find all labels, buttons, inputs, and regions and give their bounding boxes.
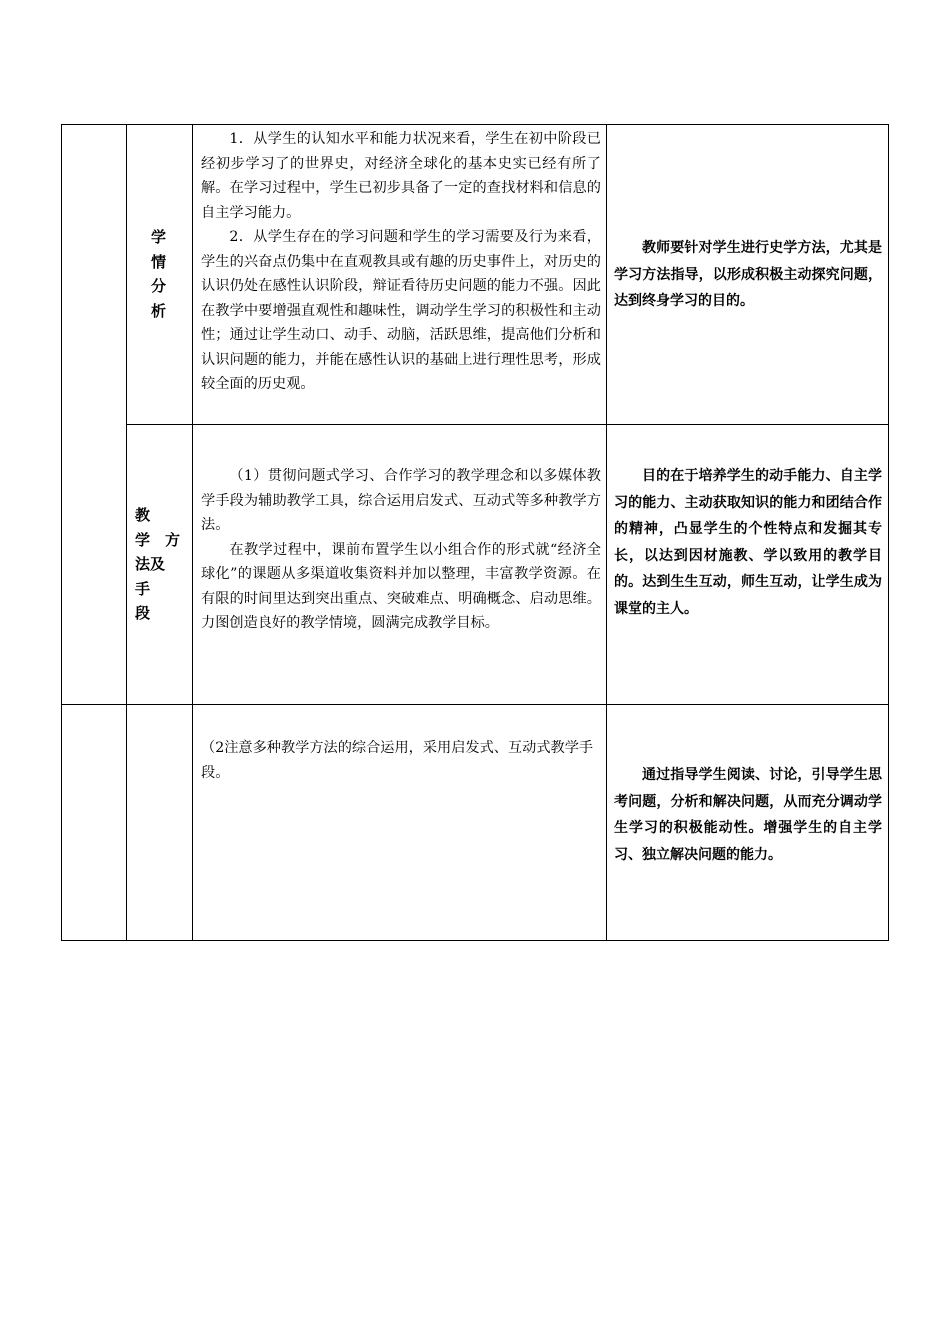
teaching-methods-content <box>201 464 601 636</box>
teaching-methods-note: 目的在于培养学生的动手能力、自主学习的能力、主动获取知识的能力和团结合作的精神，凸显学生的个性特点和发掘其专长，以达到因材施教、学以致用的教学目的。达到生生互动，师生互动，让学生成为课堂的主人。 <box>614 468 882 617</box>
row-divider-1 <box>126 424 889 425</box>
table-border-left <box>61 124 62 941</box>
lesson-plan-table <box>61 124 889 941</box>
column-divider-2 <box>192 124 193 941</box>
table-border-top <box>61 124 889 125</box>
method-combination-note: 通过指导学生阅读、讨论，引导学生思考问题，分析和解决问题，从而充分调动学生学习的积极能动性。增强学生的自主学习、独立解决问题的能力。 <box>614 767 882 863</box>
row-label-teaching-methods: 教 学 方 法及 手 段 <box>135 506 181 622</box>
table-border-right <box>888 124 889 941</box>
row-label-learning-analysis: 学 情 分 析 <box>151 228 167 320</box>
paragraph: （1）贯彻问题式学习、合作学习的教学理念和以多媒体教学手段为辅助教学工具，综合运用启发式、互动式等多种教学方法。 <box>201 468 601 533</box>
method-combination-content: （2注意多种教学方法的综合运用，采用启发式、互动式教学手段。 <box>201 740 594 781</box>
table-border-bottom <box>61 940 889 941</box>
learning-analysis-content <box>201 127 601 397</box>
learning-analysis-note: 教师要针对学生进行史学方法，尤其是学习方法指导，以形成积极主动探究问题，达到终身学习的目的。 <box>614 240 882 309</box>
paragraph: 在教学过程中，课前布置学生以小组合作的形式就“经济全球化”的课题从多渠道收集资料并加以整理，丰富教学资源。在有限的时间里达到突出重点、突破难点、明确概念、启动思维。力图创造良好的教学情境，圆满完成教学目标。 <box>201 541 601 631</box>
column-divider-3 <box>606 124 607 941</box>
row-divider-2 <box>61 704 889 705</box>
column-divider-1 <box>126 124 127 941</box>
paragraph: 2．从学生存在的学习问题和学生的学习需要及行为来看，学生的兴奋点仍集中在直观教具或有趣的历史事件上，对历史的认识仍处在感性认识阶段，辩证看待历史问题的能力不强。因此在教学中要增强直观性和趣味性，调动学生学习的积极性和主动性；通过让学生动口、动手、动脑，活跃思维，提高他们分析和认识问题的能力，并能在感性认识的基础上进行理性思考，形成较全面的历史观。 <box>201 229 601 392</box>
paragraph: 1．从学生的认知水平和能力状况来看，学生在初中阶段已经初步学习了的世界史，对经济全球化的基本史实已经有所了解。在学习过程中，学生已初步具备了一定的查找材料和信息的自主学习能力。 <box>201 131 601 221</box>
